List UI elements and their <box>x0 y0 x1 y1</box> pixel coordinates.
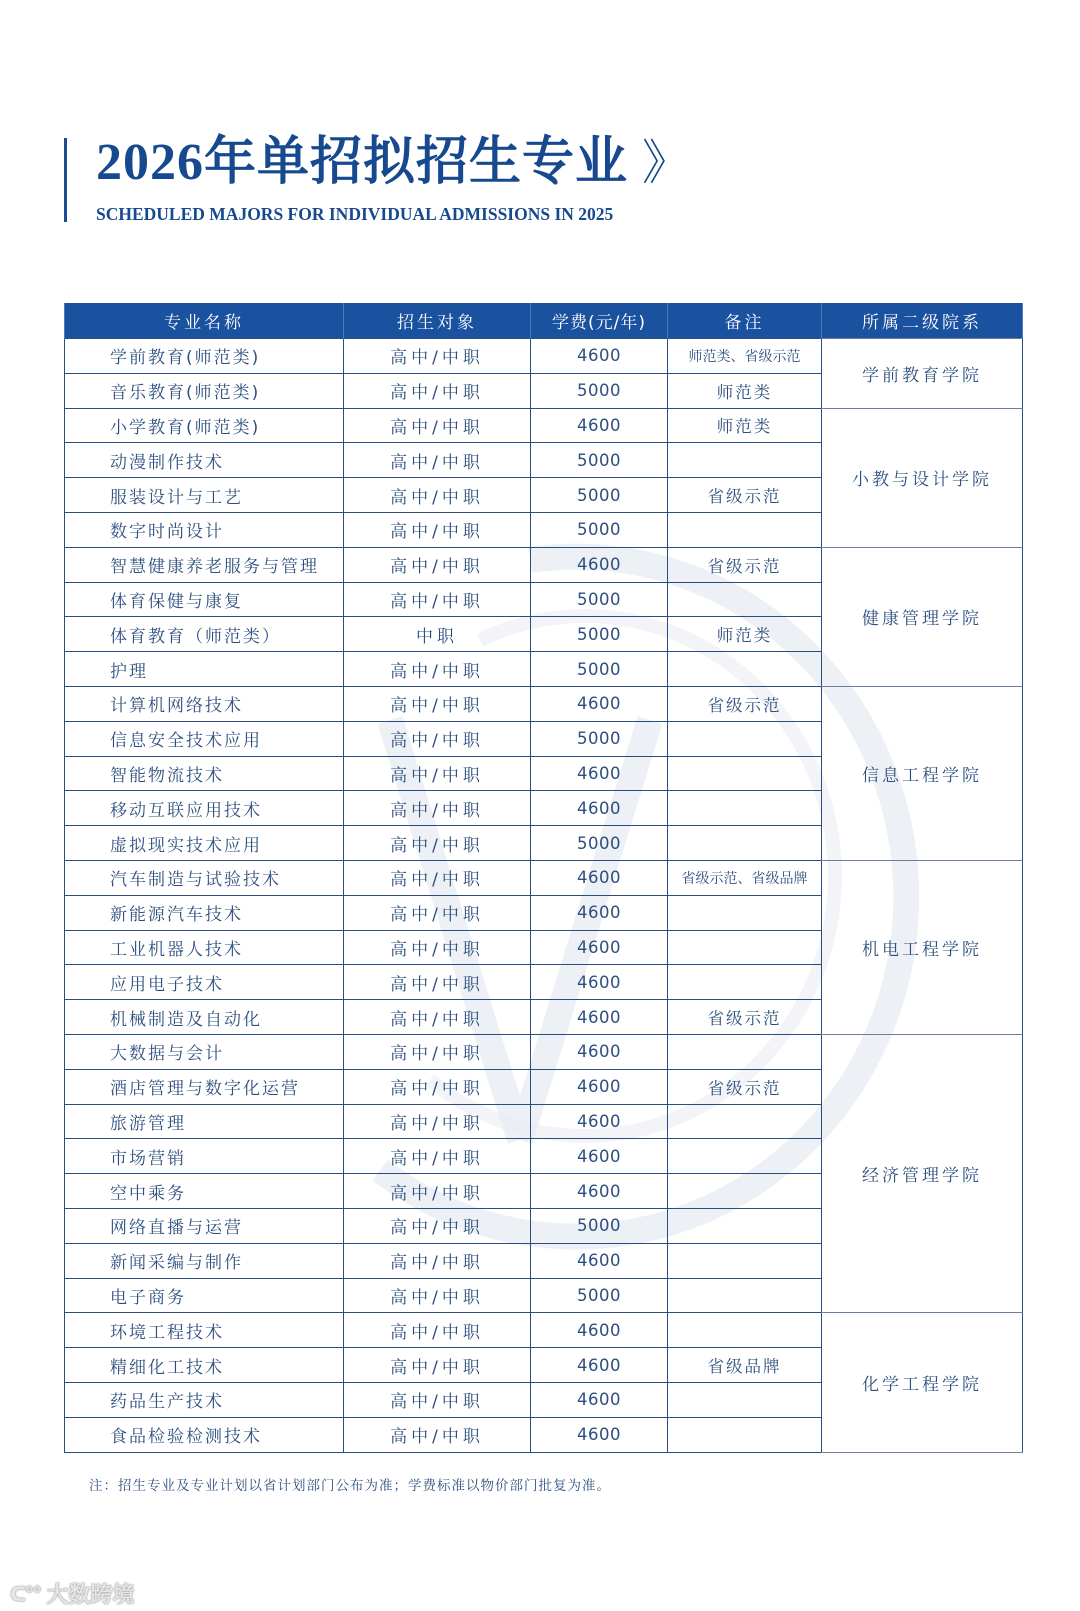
fee-cell: 4600 <box>531 339 668 374</box>
title-accent-bar <box>64 138 67 222</box>
majors-table-body <box>65 339 1023 1453</box>
table-row <box>65 1034 1023 1069</box>
source-label: 大数跨境 <box>46 1583 135 1608</box>
major-name-cell: 新能源汽车技术 <box>65 895 344 930</box>
fee-cell: 4600 <box>531 408 668 443</box>
target-cell: 高中/中职 <box>344 895 531 930</box>
target-cell: 高中/中职 <box>344 339 531 374</box>
table-row <box>65 860 1023 895</box>
major-name-cell: 智能物流技术 <box>65 756 344 791</box>
page-subtitle: SCHEDULED MAJORS FOR INDIVIDUAL ADMISSIONS IN 2025 <box>96 204 614 224</box>
note-cell <box>668 443 822 478</box>
note-cell: 省级示范 <box>668 686 822 721</box>
major-name-cell: 网络直播与运营 <box>65 1208 344 1243</box>
target-cell: 高中/中职 <box>344 1104 531 1139</box>
major-name-cell: 空中乘务 <box>65 1174 344 1209</box>
fee-cell: 5000 <box>531 478 668 513</box>
major-name-cell: 应用电子技术 <box>65 965 344 1000</box>
major-name-cell: 小学教育(师范类) <box>65 408 344 443</box>
target-cell: 高中/中职 <box>344 791 531 826</box>
note-cell <box>668 652 822 687</box>
major-name-cell: 药品生产技术 <box>65 1382 344 1417</box>
note-cell <box>668 721 822 756</box>
major-name-cell: 新闻采编与制作 <box>65 1243 344 1278</box>
note-cell: 师范类 <box>668 617 822 652</box>
target-cell: 高中/中职 <box>344 373 531 408</box>
target-cell: 高中/中职 <box>344 1139 531 1174</box>
target-cell: 高中/中职 <box>344 512 531 547</box>
target-cell: 高中/中职 <box>344 1069 531 1104</box>
note-cell: 师范类 <box>668 408 822 443</box>
major-name-cell: 移动互联应用技术 <box>65 791 344 826</box>
column-header-target: 招生对象 <box>344 303 531 339</box>
note-cell <box>668 1104 822 1139</box>
target-cell: 高中/中职 <box>344 1034 531 1069</box>
fee-cell: 5000 <box>531 652 668 687</box>
target-cell: 高中/中职 <box>344 1000 531 1035</box>
source-watermark <box>10 1578 134 1609</box>
majors-table <box>64 303 1023 1453</box>
fee-cell: 5000 <box>531 512 668 547</box>
double-chevron-right-icon: 》 <box>642 137 692 190</box>
department-cell: 经济管理学院 <box>822 1034 1023 1312</box>
column-header-department: 所属二级院系 <box>822 303 1023 339</box>
target-cell: 高中/中职 <box>344 686 531 721</box>
major-name-cell: 电子商务 <box>65 1278 344 1313</box>
fee-cell: 4600 <box>531 756 668 791</box>
note-cell <box>668 1278 822 1313</box>
target-cell: 高中/中职 <box>344 826 531 861</box>
fee-cell: 5000 <box>531 582 668 617</box>
major-name-cell: 护理 <box>65 652 344 687</box>
major-name-cell: 环境工程技术 <box>65 1313 344 1348</box>
major-name-cell: 服装设计与工艺 <box>65 478 344 513</box>
note-cell <box>668 1313 822 1348</box>
major-name-cell: 汽车制造与试验技术 <box>65 860 344 895</box>
target-cell: 高中/中职 <box>344 652 531 687</box>
column-header-fee: 学费(元/年) <box>531 303 668 339</box>
major-name-cell: 大数据与会计 <box>65 1034 344 1069</box>
fee-cell: 4600 <box>531 1417 668 1452</box>
fee-cell: 4600 <box>531 547 668 582</box>
major-name-cell: 体育保健与康复 <box>65 582 344 617</box>
fee-cell: 4600 <box>531 965 668 1000</box>
target-cell: 高中/中职 <box>344 965 531 1000</box>
target-cell: 中职 <box>344 617 531 652</box>
major-name-cell: 旅游管理 <box>65 1104 344 1139</box>
note-cell: 省级示范 <box>668 1000 822 1035</box>
note-cell <box>668 1382 822 1417</box>
fee-cell: 5000 <box>531 1278 668 1313</box>
major-name-cell: 学前教育(师范类) <box>65 339 344 374</box>
department-cell: 小教与设计学院 <box>822 408 1023 547</box>
fee-cell: 4600 <box>531 1313 668 1348</box>
target-cell: 高中/中职 <box>344 1348 531 1383</box>
note-cell <box>668 1208 822 1243</box>
column-header-note: 备注 <box>668 303 822 339</box>
major-name-cell: 信息安全技术应用 <box>65 721 344 756</box>
major-name-cell: 虚拟现实技术应用 <box>65 826 344 861</box>
fee-cell: 5000 <box>531 721 668 756</box>
note-cell: 省级示范 <box>668 1069 822 1104</box>
table-row <box>65 547 1023 582</box>
note-cell <box>668 1034 822 1069</box>
page-title-text: 2026年单招拟招生专业 <box>96 134 629 191</box>
fee-cell: 4600 <box>531 1034 668 1069</box>
note-cell <box>668 756 822 791</box>
target-cell: 高中/中职 <box>344 1278 531 1313</box>
fee-cell: 5000 <box>531 373 668 408</box>
fee-cell: 5000 <box>531 1208 668 1243</box>
note-cell <box>668 582 822 617</box>
target-cell: 高中/中职 <box>344 547 531 582</box>
target-cell: 高中/中职 <box>344 756 531 791</box>
note-cell <box>668 826 822 861</box>
target-cell: 高中/中职 <box>344 1313 531 1348</box>
table-row <box>65 686 1023 721</box>
major-name-cell: 市场营销 <box>65 1139 344 1174</box>
note-cell: 师范类 <box>668 373 822 408</box>
major-name-cell: 数字时尚设计 <box>65 512 344 547</box>
note-cell: 省级示范 <box>668 547 822 582</box>
note-cell <box>668 512 822 547</box>
major-name-cell: 食品检验检测技术 <box>65 1417 344 1452</box>
column-header-major: 专业名称 <box>65 303 344 339</box>
target-cell: 高中/中职 <box>344 478 531 513</box>
source-logo-icon: ᑕ°° <box>10 1581 41 1606</box>
fee-cell: 4600 <box>531 1139 668 1174</box>
page-title <box>96 132 691 195</box>
target-cell: 高中/中职 <box>344 721 531 756</box>
table-header-row <box>65 303 1023 339</box>
department-cell: 学前教育学院 <box>822 339 1023 409</box>
note-cell <box>668 1174 822 1209</box>
fee-cell: 4600 <box>531 930 668 965</box>
fee-cell: 4600 <box>531 1174 668 1209</box>
target-cell: 高中/中职 <box>344 408 531 443</box>
target-cell: 高中/中职 <box>344 1417 531 1452</box>
major-name-cell: 音乐教育(师范类) <box>65 373 344 408</box>
note-cell <box>668 930 822 965</box>
fee-cell: 4600 <box>531 1243 668 1278</box>
fee-cell: 4600 <box>531 1000 668 1035</box>
fee-cell: 4600 <box>531 1069 668 1104</box>
footnote: 注：招生专业及专业计划以省计划部门公布为准；学费标准以物价部门批复为准。 <box>89 1478 611 1494</box>
department-cell: 化学工程学院 <box>822 1313 1023 1452</box>
target-cell: 高中/中职 <box>344 582 531 617</box>
fee-cell: 4600 <box>531 895 668 930</box>
note-cell <box>668 1417 822 1452</box>
fee-cell: 5000 <box>531 826 668 861</box>
fee-cell: 4600 <box>531 791 668 826</box>
major-name-cell: 精细化工技术 <box>65 1348 344 1383</box>
target-cell: 高中/中职 <box>344 1243 531 1278</box>
note-cell <box>668 895 822 930</box>
target-cell: 高中/中职 <box>344 930 531 965</box>
major-name-cell: 智慧健康养老服务与管理 <box>65 547 344 582</box>
major-name-cell: 计算机网络技术 <box>65 686 344 721</box>
fee-cell: 5000 <box>531 617 668 652</box>
target-cell: 高中/中职 <box>344 860 531 895</box>
table-row <box>65 339 1023 374</box>
fee-cell: 4600 <box>531 686 668 721</box>
major-name-cell: 酒店管理与数字化运营 <box>65 1069 344 1104</box>
fee-cell: 4600 <box>531 860 668 895</box>
major-name-cell: 机械制造及自动化 <box>65 1000 344 1035</box>
fee-cell: 4600 <box>531 1104 668 1139</box>
target-cell: 高中/中职 <box>344 1174 531 1209</box>
table-row <box>65 1313 1023 1348</box>
note-cell <box>668 1243 822 1278</box>
major-name-cell: 体育教育（师范类） <box>65 617 344 652</box>
target-cell: 高中/中职 <box>344 443 531 478</box>
major-name-cell: 动漫制作技术 <box>65 443 344 478</box>
department-cell: 信息工程学院 <box>822 686 1023 860</box>
note-cell <box>668 1139 822 1174</box>
target-cell: 高中/中职 <box>344 1208 531 1243</box>
department-cell: 健康管理学院 <box>822 547 1023 686</box>
note-cell: 省级示范、省级品牌 <box>668 860 822 895</box>
target-cell: 高中/中职 <box>344 1382 531 1417</box>
fee-cell: 5000 <box>531 443 668 478</box>
fee-cell: 4600 <box>531 1348 668 1383</box>
note-cell <box>668 791 822 826</box>
note-cell <box>668 965 822 1000</box>
table-row <box>65 408 1023 443</box>
note-cell: 省级示范 <box>668 478 822 513</box>
major-name-cell: 工业机器人技术 <box>65 930 344 965</box>
fee-cell: 4600 <box>531 1382 668 1417</box>
note-cell: 省级品牌 <box>668 1348 822 1383</box>
department-cell: 机电工程学院 <box>822 860 1023 1034</box>
note-cell: 师范类、省级示范 <box>668 339 822 374</box>
